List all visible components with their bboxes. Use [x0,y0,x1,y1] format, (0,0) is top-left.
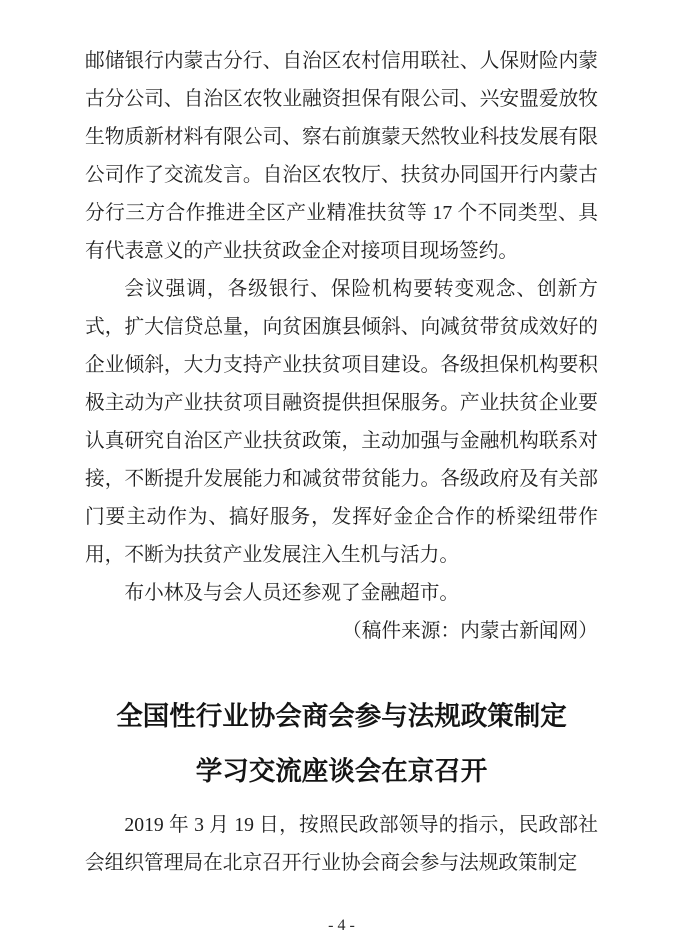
source-attribution: （稿件来源：内蒙古新闻网） [342,620,598,642]
article-title-line2: 学习交流座谈会在京召开 [195,756,488,786]
body-paragraph-2: 会议强调，各级银行、保险机构要转变观念、创新方式，扩大信贷总量，向贫困旗县倾斜、向减贫带贫成效好的企业倾斜，大力支持产业扶贫项目建设。各级担保机构要积极主动为产业扶贫项目融资提供担保服务。产业扶贫企业要认真研究自治区产业扶贫政策，主动加强与金融机构联系对接，不断提升发展能力和减贫带贫能力。各级政府及有关部门要主动作为、搞好服务，发挥好金企合作的桥梁纽带作用，不断为扶贫产业发展注入生机与活力。 [85,278,598,566]
body-paragraph-3: 布小林及与会人员还参观了金融超市。 [124,582,460,604]
article-title [85,689,598,799]
page-number: - 4 - [328,917,355,934]
next-article-paragraph-1: 2019 年 3 月 19 日，按照民政部领导的指示，民政部社会组织管理局在北京召开行业协会商会参与法规政策制定 [85,814,598,874]
article-ending-section [85,42,598,650]
article-title-line1: 全国性行业协会商会参与法规政策制定 [116,701,567,731]
body-paragraph-1: 邮储银行内蒙古分行、自治区农村信用联社、人保财险内蒙古分公司、自治区农牧业融资担保有限公司、兴安盟爱放牧生物质新材料有限公司、察右前旗蒙天然牧业科技发展有限公司作了交流发言。自治区农牧厅、扶贫办同国开行内蒙古分行三方合作推进全区产业精准扶贫等 17 个不同类型、具有代表意义的产业扶贫政金企对接项目现场签约。 [85,50,598,262]
